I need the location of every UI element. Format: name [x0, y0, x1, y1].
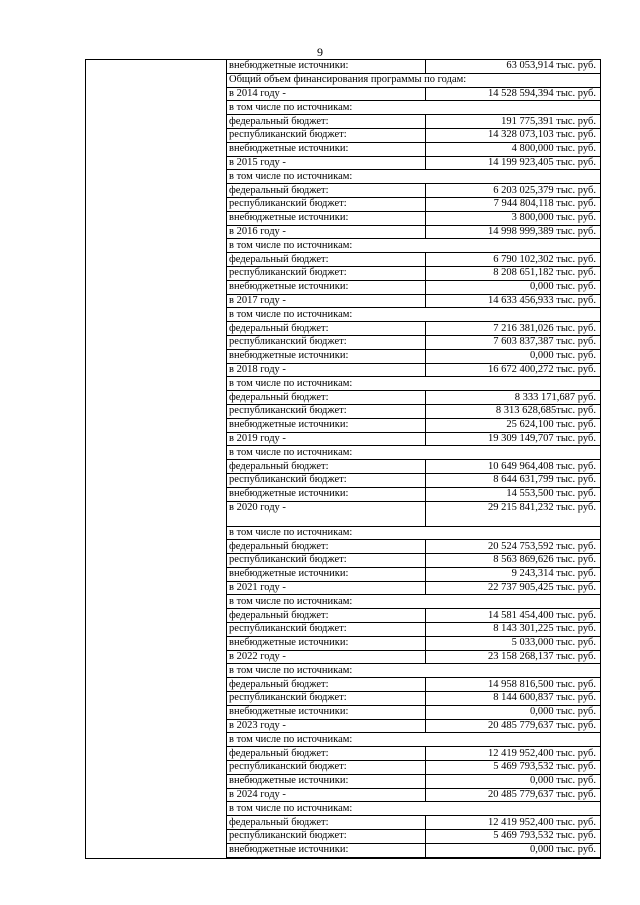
row-label: внебюджетные источники:: [227, 843, 426, 857]
row-label: внебюджетные источники:: [227, 567, 426, 581]
row-value: 0,000 тыс. руб.: [426, 280, 601, 294]
row-label: федеральный бюджет:: [227, 184, 426, 198]
financing-subheader-row: [227, 170, 600, 184]
financing-subheader-row: [227, 664, 600, 678]
financing-subheader-row: [227, 377, 600, 391]
financing-row: [227, 554, 600, 568]
row-value: 5 469 793,532 тыс. руб.: [426, 761, 601, 775]
financing-row: [227, 678, 600, 692]
row-value: 14 528 594,394 тыс. руб.: [426, 87, 601, 101]
row-value: 8 313 628,685тыс. руб.: [426, 404, 601, 418]
financing-row: [227, 418, 600, 432]
financing-row: [227, 363, 600, 377]
financing-row: [227, 609, 600, 623]
row-value: 14 958 816,500 тыс. руб.: [426, 678, 601, 692]
financing-row: [227, 843, 600, 857]
row-label: республиканский бюджет:: [227, 404, 426, 418]
row-value: 7 216 381,026 тыс. руб.: [426, 322, 601, 336]
row-label: в том числе по источникам:: [227, 170, 600, 184]
row-label: федеральный бюджет:: [227, 609, 426, 623]
financing-row: [227, 719, 600, 733]
row-label: республиканский бюджет:: [227, 761, 426, 775]
row-label: в 2022 году -: [227, 650, 426, 664]
row-label: республиканский бюджет:: [227, 335, 426, 349]
row-value: 25 624,100 тыс. руб.: [426, 418, 601, 432]
row-value: 14 581 454,400 тыс. руб.: [426, 609, 601, 623]
financing-row: [227, 211, 600, 225]
financing-row: [227, 581, 600, 595]
row-value: 14 199 923,405 тыс. руб.: [426, 156, 601, 170]
financing-row: [227, 460, 600, 474]
row-label: в 2016 году -: [227, 225, 426, 239]
financing-subheader-row: [227, 446, 600, 460]
financing-table-body: [227, 60, 600, 857]
row-label: Общий объем финансирования программы по годам:: [227, 73, 600, 87]
financing-row: [227, 280, 600, 294]
row-value: 22 737 905,425 тыс. руб.: [426, 581, 601, 595]
financing-row: [227, 322, 600, 336]
row-label: в 2021 году -: [227, 581, 426, 595]
row-value: 3 800,000 тыс. руб.: [426, 211, 601, 225]
passport-row: [86, 60, 601, 859]
financing-subheader-row: [227, 526, 600, 540]
financing-row: [227, 266, 600, 280]
row-value: 6 203 025,379 тыс. руб.: [426, 184, 601, 198]
row-label: в 2020 году -: [227, 501, 426, 526]
row-label: федеральный бюджет:: [227, 460, 426, 474]
financing-table: [227, 60, 600, 858]
financing-row: [227, 650, 600, 664]
financing-row: [227, 404, 600, 418]
financing-row: [227, 692, 600, 706]
row-label: федеральный бюджет:: [227, 816, 426, 830]
row-value: 8 333 171,687 руб.: [426, 391, 601, 405]
row-value: 0,000 тыс. руб.: [426, 349, 601, 363]
row-label: в 2014 году -: [227, 87, 426, 101]
row-value: 9 243,314 тыс. руб.: [426, 567, 601, 581]
row-value: 0,000 тыс. руб.: [426, 843, 601, 857]
row-label: внебюджетные источники:: [227, 418, 426, 432]
row-value: 8 644 631,799 тыс. руб.: [426, 473, 601, 487]
row-value: 0,000 тыс. руб.: [426, 705, 601, 719]
financing-row: [227, 115, 600, 129]
row-label: в 2015 году -: [227, 156, 426, 170]
row-label: внебюджетные источники:: [227, 774, 426, 788]
financing-row: [227, 473, 600, 487]
row-value: 12 419 952,400 тыс. руб.: [426, 816, 601, 830]
row-label: в том числе по источникам:: [227, 664, 600, 678]
financing-row: [227, 705, 600, 719]
row-value: 23 158 268,137 тыс. руб.: [426, 650, 601, 664]
row-value: 63 053,914 тыс. руб.: [426, 60, 601, 73]
row-value: 0,000 тыс. руб.: [426, 774, 601, 788]
row-label: внебюджетные источники:: [227, 211, 426, 225]
financing-row: [227, 128, 600, 142]
row-label: в 2024 году -: [227, 788, 426, 802]
row-label: внебюджетные источники:: [227, 349, 426, 363]
row-label: республиканский бюджет:: [227, 830, 426, 844]
financing-row: [227, 830, 600, 844]
row-label: в том числе по источникам:: [227, 526, 600, 540]
row-label: в том числе по источникам:: [227, 239, 600, 253]
row-label: внебюджетные источники:: [227, 60, 426, 73]
financing-row: [227, 197, 600, 211]
financing-row: [227, 432, 600, 446]
row-label: в 2023 году -: [227, 719, 426, 733]
row-label: в 2018 году -: [227, 363, 426, 377]
row-value: 19 309 149,707 тыс. руб.: [426, 432, 601, 446]
row-value: 14 553,500 тыс. руб.: [426, 487, 601, 501]
financing-row: [227, 142, 600, 156]
row-value: 29 215 841,232 тыс. руб.: [426, 501, 601, 526]
row-value: 20 485 779,637 тыс. руб.: [426, 788, 601, 802]
row-value: 7 603 837,387 тыс. руб.: [426, 335, 601, 349]
financing-row: [227, 636, 600, 650]
row-value: 16 672 400,272 тыс. руб.: [426, 363, 601, 377]
financing-row: [227, 501, 600, 526]
financing-subheader-row: [227, 308, 600, 322]
row-label: в 2019 году -: [227, 432, 426, 446]
row-label: внебюджетные источники:: [227, 636, 426, 650]
row-label: внебюджетные источники:: [227, 280, 426, 294]
financing-subheader-row: [227, 595, 600, 609]
section-name-cell: [86, 60, 227, 859]
row-value: 8 208 651,182 тыс. руб.: [426, 266, 601, 280]
row-value: 5 469 793,532 тыс. руб.: [426, 830, 601, 844]
row-value: 10 649 964,408 тыс. руб.: [426, 460, 601, 474]
row-value: 5 033,000 тыс. руб.: [426, 636, 601, 650]
row-value: 12 419 952,400 тыс. руб.: [426, 747, 601, 761]
row-label: федеральный бюджет:: [227, 322, 426, 336]
row-label: федеральный бюджет:: [227, 391, 426, 405]
row-label: в том числе по источникам:: [227, 308, 600, 322]
row-label: республиканский бюджет:: [227, 128, 426, 142]
row-value: 8 144 600,837 тыс. руб.: [426, 692, 601, 706]
row-label: внебюджетные источники:: [227, 705, 426, 719]
financing-row: [227, 761, 600, 775]
financing-subheader-row: [227, 101, 600, 115]
row-value: 20 524 753,592 тыс. руб.: [426, 540, 601, 554]
row-label: республиканский бюджет:: [227, 554, 426, 568]
financing-row: [227, 60, 600, 73]
row-label: федеральный бюджет:: [227, 540, 426, 554]
row-label: в том числе по источникам:: [227, 595, 600, 609]
financing-row: [227, 87, 600, 101]
row-value: 6 790 102,302 тыс. руб.: [426, 253, 601, 267]
row-value: 7 944 804,118 тыс. руб.: [426, 197, 601, 211]
row-label: федеральный бюджет:: [227, 253, 426, 267]
row-value: 8 143 301,225 тыс. руб.: [426, 623, 601, 637]
row-label: внебюджетные источники:: [227, 142, 426, 156]
row-label: в том числе по источникам:: [227, 802, 600, 816]
financing-row: [227, 540, 600, 554]
row-value: 8 563 869,626 тыс. руб.: [426, 554, 601, 568]
passport-table: [85, 59, 601, 859]
row-label: внебюджетные источники:: [227, 487, 426, 501]
row-label: в том числе по источникам:: [227, 101, 600, 115]
row-label: федеральный бюджет:: [227, 115, 426, 129]
financing-row: [227, 487, 600, 501]
page-number: 9: [317, 45, 323, 59]
financing-row: [227, 156, 600, 170]
financing-row: [227, 391, 600, 405]
row-label: республиканский бюджет:: [227, 266, 426, 280]
row-label: в том числе по источникам:: [227, 733, 600, 747]
financing-row: [227, 184, 600, 198]
financing-row: [227, 335, 600, 349]
financing-row: [227, 788, 600, 802]
row-value: 14 633 456,933 тыс. руб.: [426, 294, 601, 308]
row-label: республиканский бюджет:: [227, 197, 426, 211]
financing-row: [227, 816, 600, 830]
financing-row: [227, 349, 600, 363]
financing-row: [227, 774, 600, 788]
financing-row: [227, 253, 600, 267]
row-label: республиканский бюджет:: [227, 692, 426, 706]
row-label: федеральный бюджет:: [227, 747, 426, 761]
row-label: республиканский бюджет:: [227, 623, 426, 637]
financing-row: [227, 623, 600, 637]
financing-subheader-row: [227, 73, 600, 87]
row-value: 14 998 999,389 тыс. руб.: [426, 225, 601, 239]
row-label: в 2017 году -: [227, 294, 426, 308]
financing-row: [227, 567, 600, 581]
row-value: 4 800,000 тыс. руб.: [426, 142, 601, 156]
row-value: 20 485 779,637 тыс. руб.: [426, 719, 601, 733]
row-label: республиканский бюджет:: [227, 473, 426, 487]
row-label: федеральный бюджет:: [227, 678, 426, 692]
financing-row: [227, 747, 600, 761]
section-content-cell: [227, 60, 601, 859]
financing-row: [227, 225, 600, 239]
row-value: 191 775,391 тыс. руб.: [426, 115, 601, 129]
row-value: 14 328 073,103 тыс. руб.: [426, 128, 601, 142]
row-label: в том числе по источникам:: [227, 446, 600, 460]
financing-subheader-row: [227, 733, 600, 747]
financing-subheader-row: [227, 802, 600, 816]
financing-subheader-row: [227, 239, 600, 253]
financing-row: [227, 294, 600, 308]
row-label: в том числе по источникам:: [227, 377, 600, 391]
